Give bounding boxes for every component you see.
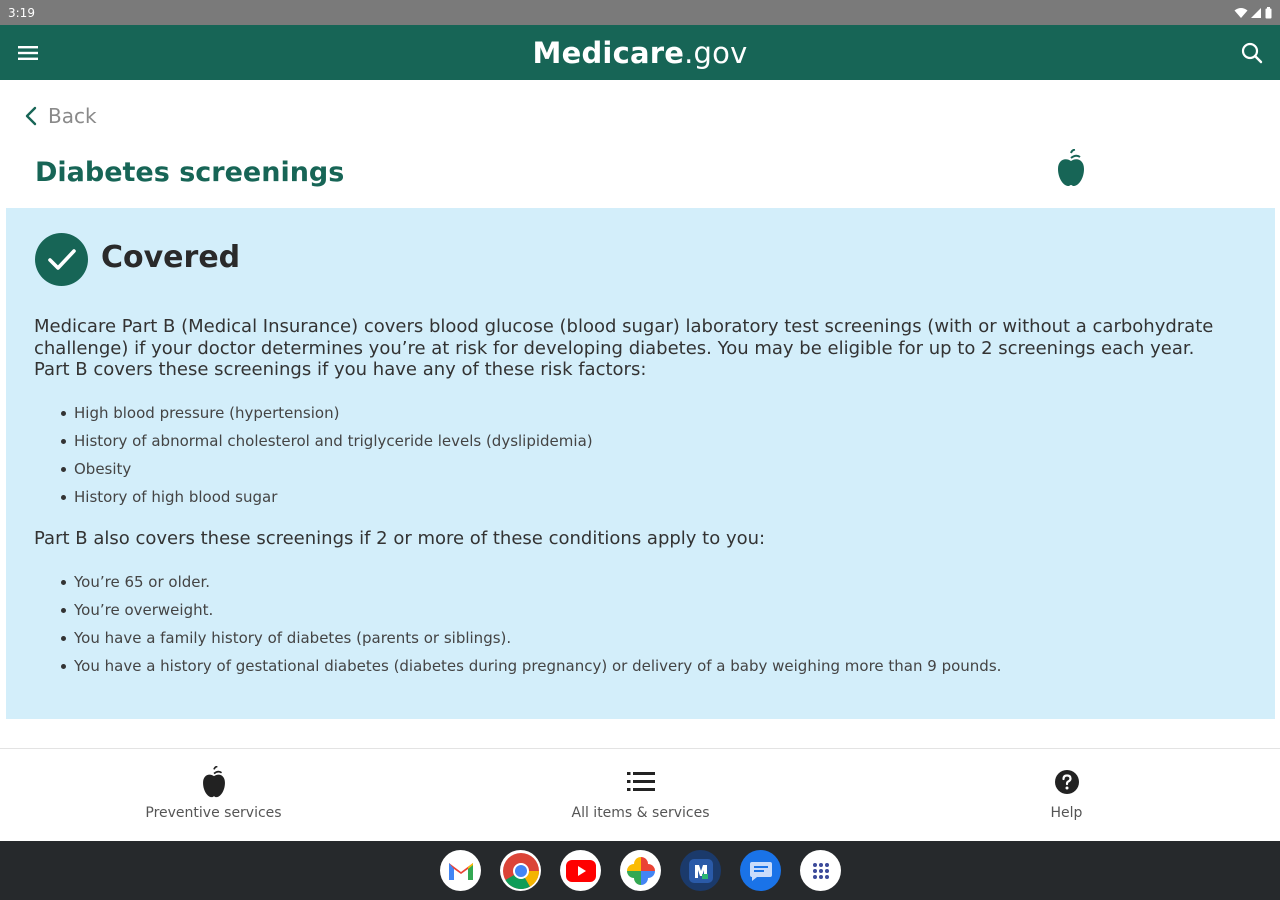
app-header [0, 25, 1280, 80]
chevron-left-icon [24, 105, 38, 127]
nav-help[interactable] [853, 749, 1280, 841]
signal-icon [1251, 7, 1262, 19]
risk-factor-list [58, 402, 593, 514]
brand-domain: .gov [684, 35, 748, 70]
battery-icon [1265, 7, 1272, 19]
status-time: 3:19 [8, 5, 35, 20]
list-item: You have a history of gestational diabetes (diabetes during pregnancy) or delivery of a baby weighing more than 9 pounds. [58, 655, 1001, 683]
list-icon [627, 771, 655, 793]
list-item: You’re 65 or older. [58, 571, 1001, 599]
app-drawer-icon [811, 861, 831, 881]
list-item: History of abnormal cholesterol and triglyceride levels (dyslipidemia) [58, 430, 593, 458]
wifi-icon [1234, 7, 1248, 19]
status-icons [1234, 7, 1272, 19]
hamburger-menu-icon [18, 45, 38, 61]
list-item: You’re overweight. [58, 599, 1001, 627]
conditions-list [58, 571, 1001, 683]
list-item: High blood pressure (hypertension) [58, 402, 593, 430]
apple-icon [201, 766, 227, 798]
list-item: You have a family history of diabetes (parents or siblings). [58, 627, 1001, 655]
coverage-panel [6, 208, 1275, 719]
brand-name: Medicare [532, 35, 685, 70]
nav-preventive-services[interactable] [0, 749, 427, 841]
page-title: Diabetes screenings [35, 157, 345, 188]
back-link[interactable] [24, 104, 97, 128]
system-taskbar [0, 841, 1280, 900]
apple-icon [1056, 149, 1086, 187]
nav-label: Preventive services [145, 805, 282, 821]
checkmark-icon [47, 248, 77, 272]
medicare-logo[interactable] [533, 36, 748, 70]
medicare-app[interactable] [680, 850, 721, 891]
nav-all-items-services[interactable] [427, 749, 854, 841]
messages-app[interactable] [740, 850, 781, 891]
status-bar [0, 0, 1280, 25]
help-icon [1054, 769, 1080, 795]
search-button[interactable] [1238, 39, 1266, 67]
messages-icon [748, 859, 774, 883]
nav-label: Help [1050, 805, 1083, 821]
conditions-intro: Part B also covers these screenings if 2 or more of these conditions apply to you: [34, 528, 766, 549]
gmail-icon [447, 860, 475, 882]
nav-label: All items & services [571, 805, 710, 821]
covered-status-icon [35, 233, 88, 286]
list-item: Obesity [58, 458, 593, 486]
menu-button[interactable] [14, 40, 42, 66]
back-label: Back [48, 104, 97, 128]
search-icon [1241, 42, 1263, 64]
medicare-app-icon [686, 856, 716, 886]
youtube-app[interactable] [560, 850, 601, 891]
coverage-description: Medicare Part B (Medical Insurance) covers blood glucose (blood sugar) laboratory test screenings (with or without a carbohydrate challenge) if your doctor determines you’re at risk for developing diabetes. You may be eligible for up to 2 screenings each year. Part B covers these screenings if you have any of these risk factors: [34, 316, 1214, 380]
photos-app[interactable] [620, 850, 661, 891]
youtube-icon [566, 860, 596, 882]
gmail-app[interactable] [440, 850, 481, 891]
bottom-navigation [0, 749, 1280, 841]
list-item: History of high blood sugar [58, 486, 593, 514]
chrome-app[interactable] [500, 850, 541, 891]
photos-icon [625, 855, 657, 887]
app-drawer-button[interactable] [800, 850, 841, 891]
coverage-status: Covered [101, 240, 241, 275]
chrome-icon [502, 852, 540, 890]
